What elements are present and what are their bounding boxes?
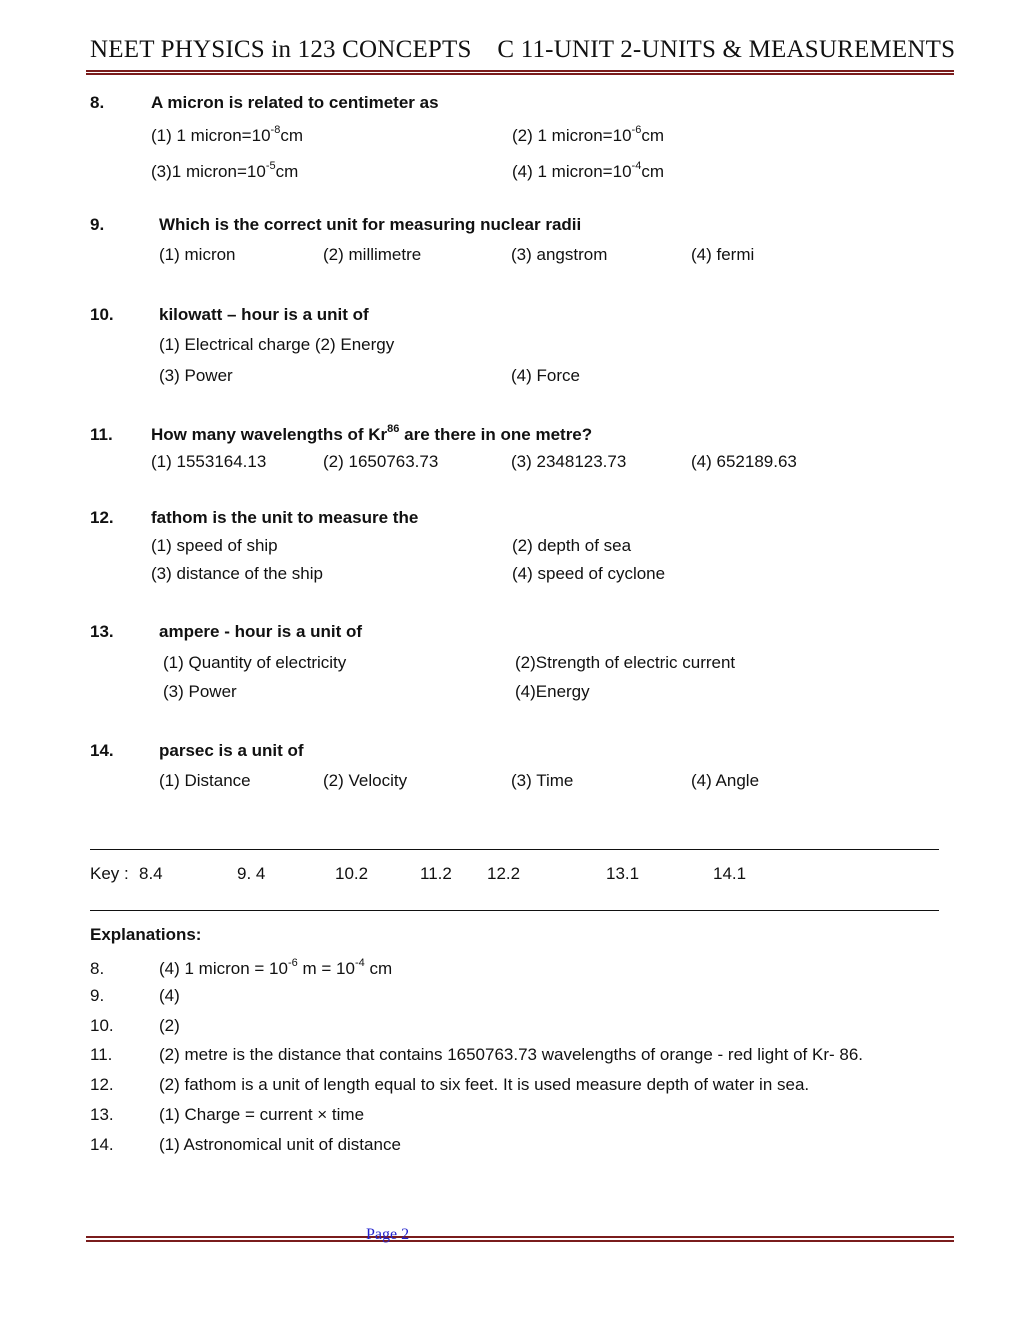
option: (1) micron [159,245,236,264]
key-value: 10.2 [335,864,369,883]
question-text: fathom is the unit to measure the [151,508,419,527]
question-number: 13. [90,622,114,641]
option: (4) Angle [691,771,760,790]
key-value: 13.1 [606,864,640,883]
option: (4) fermi [691,245,755,264]
question-text: kilowatt – hour is a unit of [159,305,369,324]
option: (2) 1 $micron=10^{-6}cm$ [512,124,664,145]
key-value: 12.2 [487,864,521,883]
option: (4) Force [511,366,580,385]
option: (3)1 $micron=10^{-5}cm$ [151,160,299,181]
key-value: 9. 4 [237,864,266,883]
question-text: ampere - hour is a unit of [159,622,363,641]
option: (4) 1 $micron=10^{-4}cm$ [512,160,664,181]
key-value: 14.1 [713,864,747,883]
option: (1) 1 $micron=10^{-8}cm$ [151,124,303,145]
question-number: 14. [90,741,114,760]
option: (2) Velocity [323,771,408,790]
explanation-text: (1) Astronomical unit of distance [159,1135,401,1154]
key-value: 11.2 [420,864,452,883]
explanation-number: 12. [90,1075,114,1094]
explanations-heading: Explanations: [90,925,202,944]
question-text: A micron is related to centimeter as [151,93,439,112]
explanation-text: (2) [159,1016,180,1035]
question-text: How many wavelengths of Kr$^{86}$ are there in one metre? [151,423,593,444]
option: (4)Energy [515,682,590,701]
key-rule-bottom [90,910,939,911]
question-number: 8. [90,93,105,112]
explanation-text: (4) [159,986,180,1005]
explanation-number: 8. [90,959,105,978]
option: (3) Power [159,366,233,385]
option: (2) depth of sea [512,536,632,555]
option: (1) speed of ship [151,536,278,555]
footer-rule [86,1236,954,1242]
option: (1) Quantity of electricity [163,653,347,672]
question-number: 12. [90,508,114,527]
question-number: 9. [90,215,105,234]
option: (3) 2348123.73 [511,452,627,471]
explanation-text: (2) metre is the distance that contains 1650763.73 wavelengths of orange - red light of Kr- 86. [159,1045,864,1064]
question-number: 11. [90,425,113,444]
option: (3) distance of the ship [151,564,323,583]
option: (2) 1650763.73 [323,452,439,471]
header-title: NEET PHYSICS in 123 CONCEPTS C 11-UNIT 2-UNITS & MEASUREMENTS [90,36,956,63]
explanation-number: 9. [90,986,105,1005]
header-rule [86,70,954,75]
explanation-text: (4) 1 micron = $10^{-6}$ $m = 10^{-4}$ cm [159,957,393,978]
explanation-number: 14. [90,1135,114,1154]
explanation-text: (2) fathom is a unit of length equal to six feet. It is used measure depth of water in sea. [159,1075,810,1094]
question-text: Which is the correct unit for measuring nuclear radii [159,215,582,234]
option: (4) speed of cyclone [512,564,666,583]
explanation-number: 10. [90,1016,114,1035]
question-text: parsec is a unit of [159,741,304,760]
explanation-text: (1) Charge = current × time [159,1105,365,1124]
page-number: Page 2 [366,1226,410,1243]
option: (4) 652189.63 [691,452,797,471]
option: (2) millimetre [323,245,422,264]
option: (3) Time [511,771,574,790]
option: (2)Strength of electric current [515,653,736,672]
option: (1) Electrical charge (2) Energy [159,335,395,354]
explanation-number: 11. [90,1045,113,1064]
option: (3) Power [163,682,237,701]
key-value: 8.4 [139,864,163,883]
option: (3) angstrom [511,245,608,264]
question-number: 10. [90,305,114,324]
key-label: Key : [90,864,129,883]
option: (1) Distance [159,771,251,790]
option: (1) 1553164.13 [151,452,267,471]
key-rule-top [90,849,939,850]
explanation-number: 13. [90,1105,114,1124]
